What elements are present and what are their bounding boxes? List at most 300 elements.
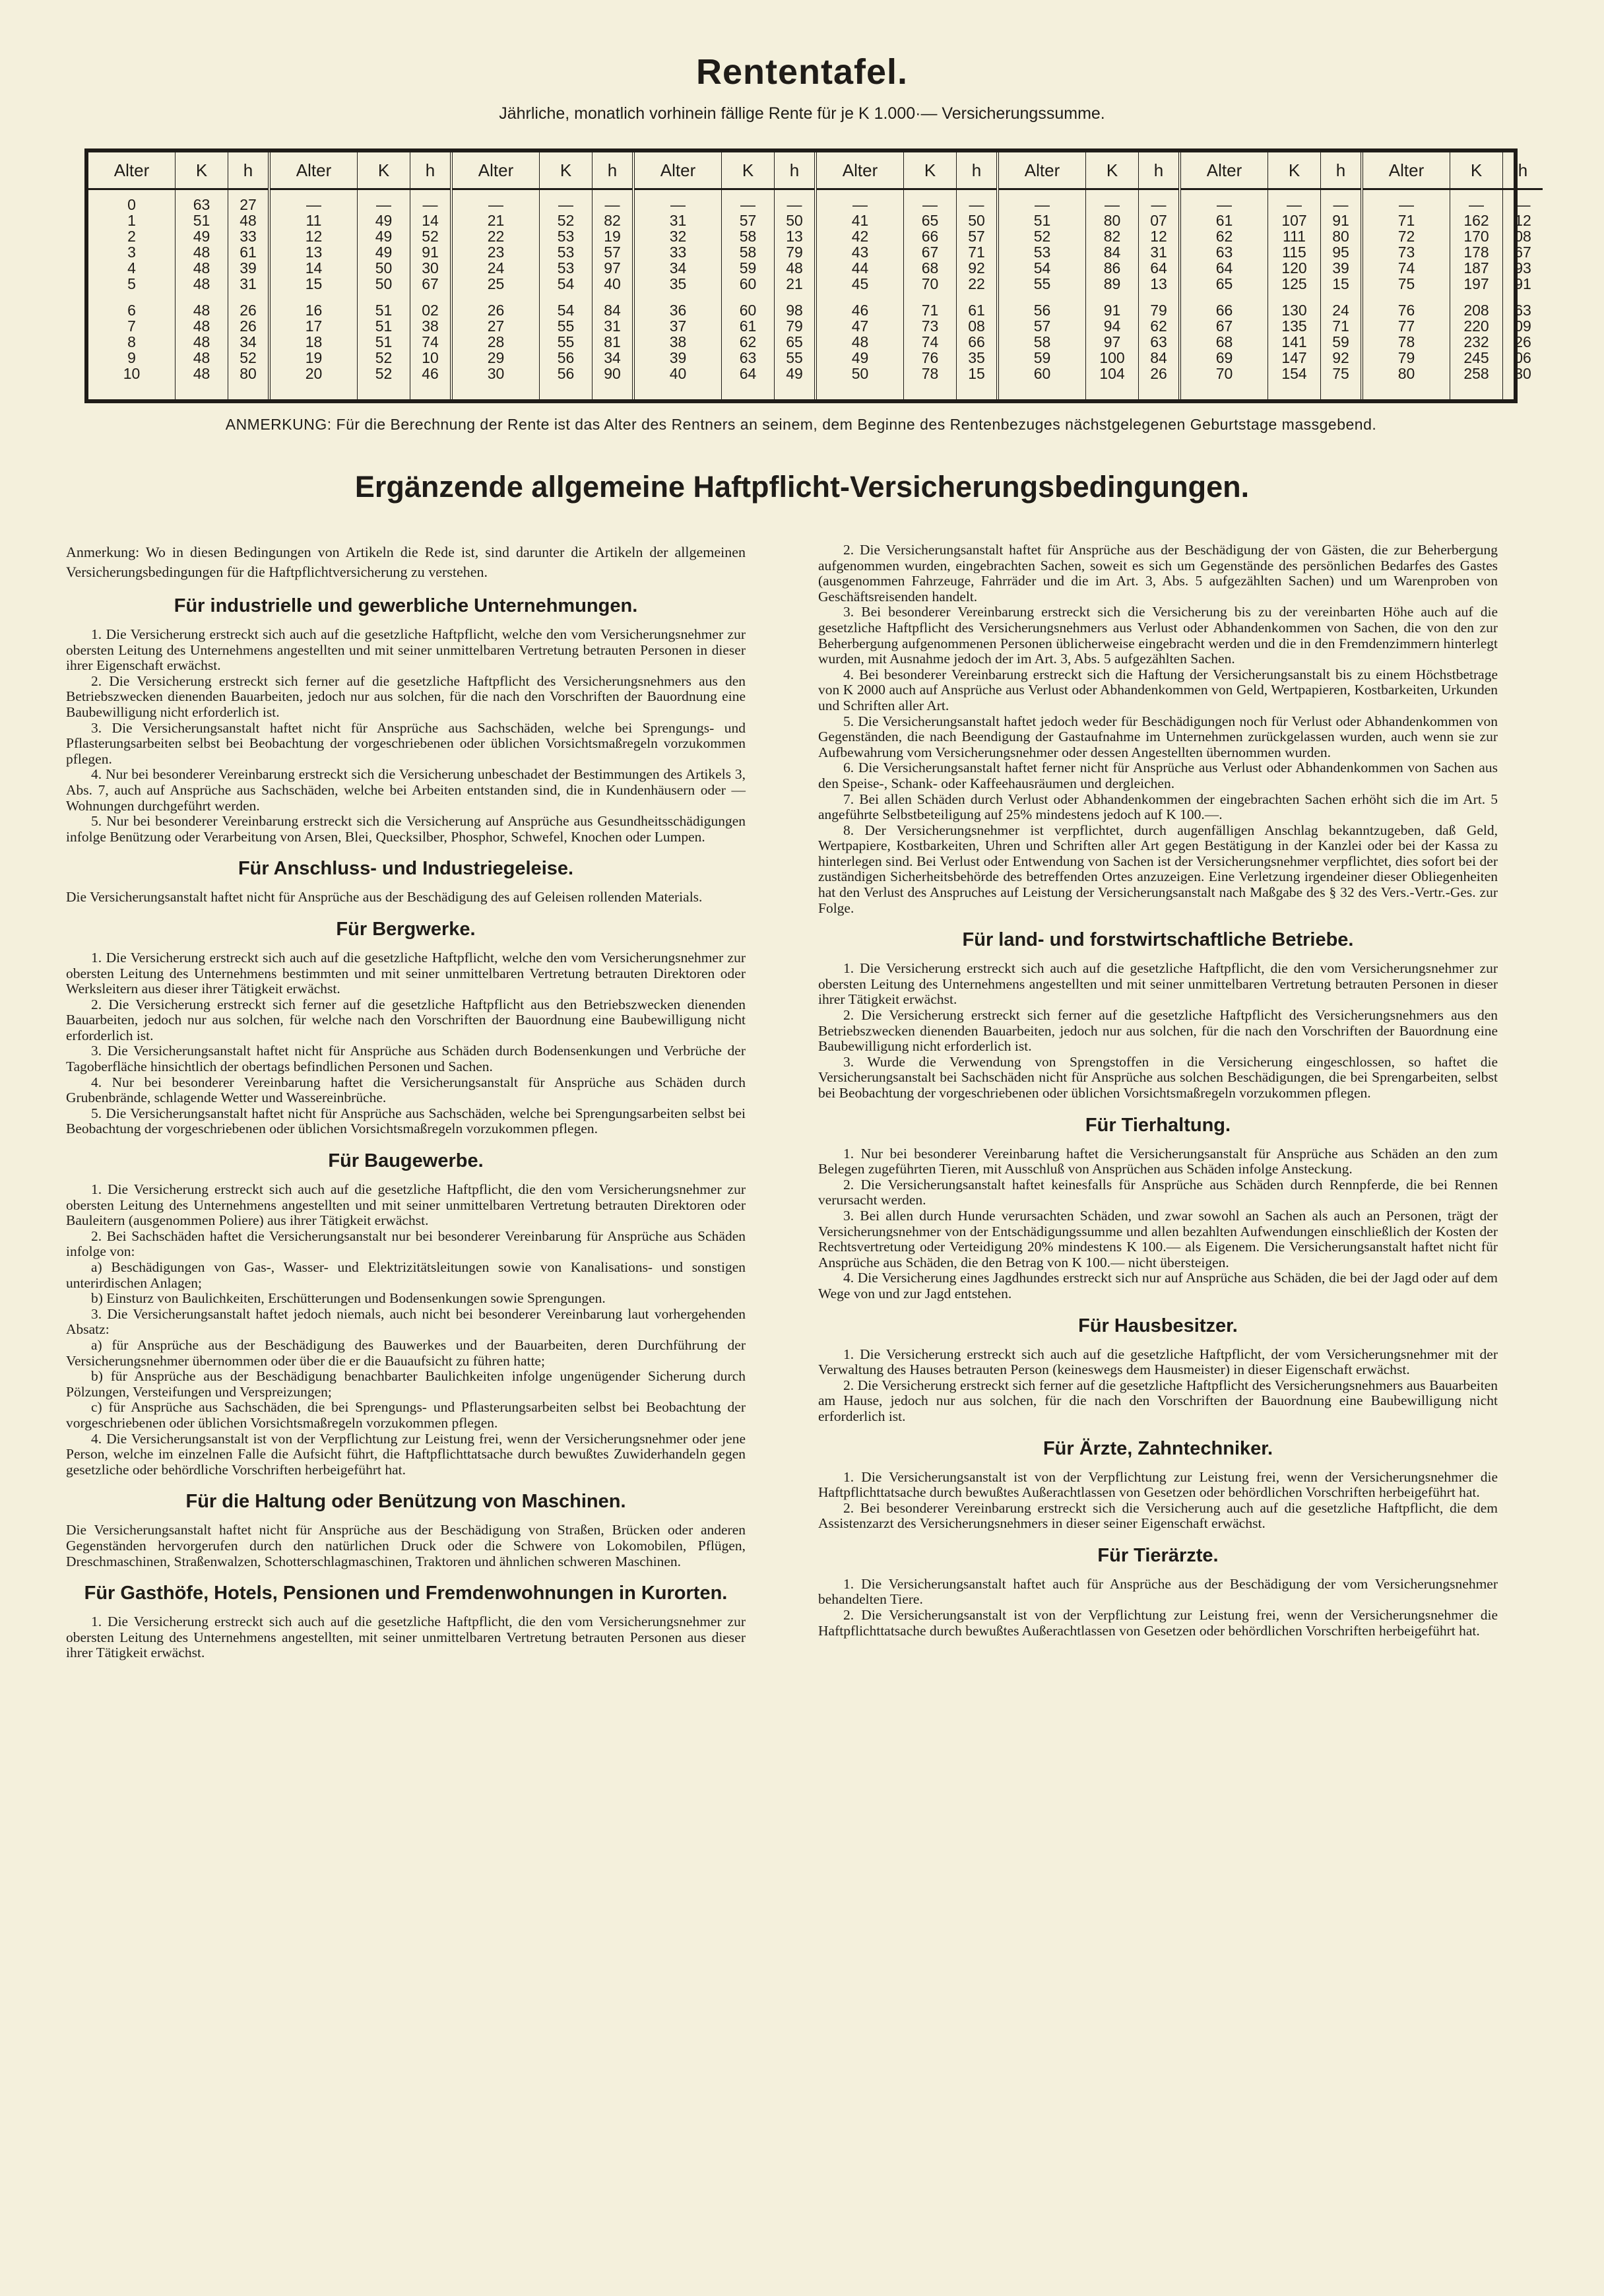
alter-cell: 13 — [305, 244, 323, 261]
k-cell: 115 — [1282, 244, 1306, 261]
k-cell: 52 — [375, 365, 393, 382]
alter-cell: 72 — [1397, 228, 1415, 245]
k-column — [540, 152, 593, 399]
h-cell: 63 — [1150, 333, 1167, 350]
alter-cell: 2 — [127, 228, 136, 245]
k-cell: 48 — [193, 275, 210, 292]
h-cell: 79 — [786, 317, 803, 335]
k-cell: 51 — [375, 302, 393, 319]
h-cell: 39 — [240, 259, 257, 277]
k-cell: — — [1287, 196, 1302, 213]
k-cell: 60 — [739, 275, 757, 292]
k-cell: 120 — [1281, 259, 1307, 277]
paragraph: 1. Die Versicherung erstreckt sich auch auf die gesetzliche Haftpflicht, der vom Versicherungsnehmer mit der Verwaltung des Hauses betrauten Person (keineswegs dem Hausmeister) in dieser Eigenschaft erwächst. — [818, 1346, 1498, 1378]
alter-cell: 30 — [487, 365, 505, 382]
alter-cell: 46 — [851, 302, 869, 319]
table-header-cell: h — [775, 152, 814, 190]
k-cell: 258 — [1463, 365, 1489, 382]
k-cell: 107 — [1281, 212, 1307, 229]
alter-cell: 7 — [127, 317, 136, 335]
alter-cell: — — [1399, 196, 1414, 213]
alter-cell: 74 — [1397, 259, 1415, 277]
alter-cell: 10 — [123, 365, 141, 382]
k-cell: 80 — [1103, 212, 1121, 229]
h-cell: 92 — [968, 259, 985, 277]
k-cell: — — [740, 196, 755, 213]
alter-column — [88, 152, 176, 399]
alter-cell: — — [306, 196, 321, 213]
h-cell: — — [422, 196, 438, 213]
k-cell: 56 — [557, 365, 575, 382]
alter-cell: 42 — [851, 228, 869, 245]
k-cell: 78 — [921, 365, 939, 382]
h-cell: 19 — [604, 228, 621, 245]
h-cell: 49 — [786, 365, 803, 382]
k-cell: 49 — [193, 228, 210, 245]
k-cell: 58 — [739, 244, 757, 261]
paragraph: 2. Die Versicherung erstreckt sich ferner auf die gesetzliche Haftpflicht aus den Betriebszwecken dienenden Bauarbeiten, jedoch nur aus solchen, für welche nach den Vorschriften der Bauordnung eine Baubewilligung nicht erforderlich ist. — [66, 996, 746, 1043]
alter-cell: 5 — [127, 275, 136, 292]
alter-cell: 51 — [1033, 212, 1051, 229]
k-cell: 48 — [193, 365, 210, 382]
k-cell: 71 — [921, 302, 939, 319]
right-column — [818, 542, 1498, 2272]
h-cell: 10 — [422, 349, 439, 366]
k-cell: 135 — [1281, 317, 1307, 335]
paragraph: 4. Nur bei besonderer Vereinbarung erstreckt sich die Versicherung unbeschadet der Bestimmungen des Artikels 3, Abs. 7, auch auf Ansprüche aus Sachschäden, welche bei Arbeiten entstanden sind, die in Kundenhäusern oder — Wohnungen durchgeführt werden. — [66, 766, 746, 814]
alter-cell: 50 — [851, 365, 869, 382]
k-cell: 187 — [1463, 259, 1489, 277]
h-cell: 52 — [240, 349, 257, 366]
k-column — [722, 152, 775, 399]
k-column — [1268, 152, 1321, 399]
alter-cell: 52 — [1033, 228, 1051, 245]
heading-industrielle: Für industrielle und gewerbliche Unternehmungen. — [174, 595, 638, 616]
h-cell: 02 — [422, 302, 439, 319]
h-column — [593, 152, 632, 399]
alter-cell: 23 — [487, 244, 505, 261]
paragraph: 3. Die Versicherungsanstalt haftet nicht für Ansprüche aus Schäden durch Bodensenkungen und Verbrüche der Tagoberfläche hinsichtlich der obertags befindlichen Personen und Sachen. — [66, 1043, 746, 1075]
alter-column — [635, 152, 722, 399]
alter-cell: 31 — [669, 212, 687, 229]
k-cell: 49 — [375, 228, 393, 245]
h-cell: 95 — [1332, 244, 1349, 261]
h-cell: 97 — [604, 259, 621, 277]
alter-cell: 28 — [487, 333, 505, 350]
table-header-cell: Alter — [271, 152, 357, 190]
h-cell: 79 — [786, 244, 803, 261]
heading-tierhaltung: Für Tierhaltung. — [1085, 1114, 1231, 1136]
h-cell: 80 — [240, 365, 257, 382]
paragraph: 5. Die Versicherungsanstalt haftet jedoch weder für Beschädigungen noch für Verlust oder Abhandenkommen von Gegenständen, die nach Beendigung der Gastaufnahme im Unternehmen zurückgelassen wurden, auch wenn sie zur Aufbewahrung vom Versicherungsnehmer oder dessen Angestellten übernommen wurden. — [818, 713, 1498, 760]
alter-cell: 44 — [851, 259, 869, 277]
table-header-cell: Alter — [1181, 152, 1267, 190]
k-cell: 53 — [557, 228, 575, 245]
alter-cell: 9 — [127, 349, 136, 366]
h-column — [1139, 152, 1178, 399]
h-cell: — — [1151, 196, 1167, 213]
h-cell: 64 — [1150, 259, 1167, 277]
table-header-cell: K — [722, 152, 774, 190]
alter-cell: 76 — [1397, 302, 1415, 319]
k-cell: 61 — [739, 317, 757, 335]
k-cell: 68 — [921, 259, 939, 277]
h-cell: 30 — [1514, 365, 1531, 382]
alter-cell: 14 — [305, 259, 323, 277]
paragraph: 1. Die Versicherung erstreckt sich auch auf die gesetzliche Haftpflicht, welche den vom Versicherungsnehmer zur obersten Leitung des Unternehmens angestellten und mit seiner unmittelbaren Vertretung betrauten Personen in dieser ihrer Eigenschaft erwächst. — [66, 626, 746, 674]
paragraph: 7. Bei allen Schäden durch Verlust oder Abhandenkommen der eingebrachten Sachen erhöht sich die im Art. 5 angeführte Selbstbeteiligung auf 25% mindestens jedoch auf K 100.—. — [818, 791, 1498, 823]
h-cell: 61 — [240, 244, 257, 261]
k-cell: 52 — [557, 212, 575, 229]
k-cell: 74 — [921, 333, 939, 350]
h-cell: 82 — [604, 212, 621, 229]
k-cell: 178 — [1463, 244, 1489, 261]
h-cell: 38 — [422, 317, 439, 335]
alter-cell: 64 — [1215, 259, 1233, 277]
alter-cell: 48 — [851, 333, 869, 350]
k-cell: 70 — [921, 275, 939, 292]
alter-column — [271, 152, 358, 399]
alter-cell: — — [1217, 196, 1232, 213]
h-cell: 67 — [1514, 244, 1531, 261]
h-cell: — — [1333, 196, 1349, 213]
alter-cell: 0 — [127, 196, 136, 213]
alter-cell: — — [670, 196, 686, 213]
k-cell: — — [376, 196, 391, 213]
h-cell: 80 — [1332, 228, 1349, 245]
k-cell: 170 — [1463, 228, 1489, 245]
h-cell: 48 — [240, 212, 257, 229]
table-header-cell: h — [593, 152, 632, 190]
paragraph: 1. Die Versicherungsanstalt haftet auch für Ansprüche aus der Beschädigung der vom Versicherungsnehmer behandelten Tiere. — [818, 1575, 1498, 1608]
h-cell: 07 — [1150, 212, 1167, 229]
k-cell: 48 — [193, 349, 210, 366]
alter-cell: 54 — [1033, 259, 1051, 277]
h-cell: 55 — [786, 349, 803, 366]
h-cell: 34 — [604, 349, 621, 366]
h-cell: 09 — [1514, 317, 1531, 335]
h-cell: 67 — [422, 275, 439, 292]
table-column-group — [999, 152, 1181, 399]
alter-cell: 56 — [1033, 302, 1051, 319]
k-cell: — — [922, 196, 938, 213]
h-cell: 48 — [786, 259, 803, 277]
h-column — [228, 152, 268, 399]
alter-cell: 75 — [1397, 275, 1415, 292]
table-column-group — [817, 152, 999, 399]
paragraph: 3. Wurde die Verwendung von Sprengstoffen in die Versicherung eingeschlossen, so haftet die Versicherungsanstalt bei Sachschäden nicht für Ansprüche aus solchen Beschädigungen, die bei Sprengarbeiten, selbst bei Beobachtung der vorgeschriebenen oder üblichen Vorsichtsmaßregeln vorzukommen pflegen. — [818, 1053, 1498, 1101]
alter-cell: 58 — [1033, 333, 1051, 350]
paragraph: b) Einsturz von Baulichkeiten, Erschütterungen und Bodensenkungen sowie Sprengungen. — [91, 1290, 606, 1307]
alter-cell: 21 — [487, 212, 505, 229]
alter-cell: 33 — [669, 244, 687, 261]
alter-column — [817, 152, 904, 399]
paragraph: b) für Ansprüche aus der Beschädigung benachbarter Baulichkeiten infolge ungenügender Sicherung durch Pölzungen, Versteifungen und Verspreizungen; — [66, 1368, 746, 1400]
k-cell: 55 — [557, 317, 575, 335]
h-cell: 81 — [604, 333, 621, 350]
h-cell: 30 — [422, 259, 439, 277]
h-cell: 61 — [968, 302, 985, 319]
h-cell: — — [786, 196, 802, 213]
k-cell: 49 — [375, 244, 393, 261]
h-column — [1321, 152, 1361, 399]
h-cell: 27 — [240, 196, 257, 213]
alter-cell: 43 — [851, 244, 869, 261]
h-cell: 31 — [240, 275, 257, 292]
h-cell: 62 — [1150, 317, 1167, 335]
h-cell: 65 — [786, 333, 803, 350]
paragraph: 2. Die Versicherung erstreckt sich ferner auf die gesetzliche Haftpflicht des Versicherungsnehmers aus Bauarbeiten am Hause, jedoch nur aus solchen, für die nach den Vorschriften der Bauordnung eine Baubewilligung nicht erforderlich ist. — [818, 1377, 1498, 1424]
alter-column — [1181, 152, 1268, 399]
alter-cell: 62 — [1215, 228, 1233, 245]
alter-cell: 34 — [669, 259, 687, 277]
k-cell: 94 — [1103, 317, 1121, 335]
alter-column — [1363, 152, 1450, 399]
table-column-group — [453, 152, 635, 399]
table-column-group — [271, 152, 453, 399]
h-cell: 71 — [968, 244, 985, 261]
k-cell: 65 — [921, 212, 939, 229]
alter-cell: 73 — [1397, 244, 1415, 261]
table-header-cell: K — [1086, 152, 1138, 190]
alter-cell: 47 — [851, 317, 869, 335]
paragraph: Die Versicherungsanstalt haftet nicht für Ansprüche aus der Beschädigung von Straßen, Brücken oder anderen Gegenständen hervorgerufen durch den natürlichen Druck oder die Schwere von Lokomobilen, Pflügen, Dreschmaschinen, Straßenwalzen, Schotterschlagmaschinen, Traktoren und ähnlichen schweren Maschinen. — [66, 1522, 746, 1569]
h-cell: 71 — [1332, 317, 1349, 335]
k-cell: 73 — [921, 317, 939, 335]
table-column-group — [1363, 152, 1543, 399]
k-cell: 58 — [739, 228, 757, 245]
k-cell: 52 — [375, 349, 393, 366]
heading-tieraerzte: Für Tierärzte. — [1097, 1544, 1219, 1566]
k-cell: 82 — [1103, 228, 1121, 245]
paragraph: 1. Die Versicherung erstreckt sich auch auf die gesetzliche Haftpflicht, die den vom Versicherungsnehmer zur obersten Leitung des Unternehmens angestellten, mit seiner unmittelbaren Vertretung betrauten Personen aus dieser ihrer Tätigkeit erwächst. — [66, 1614, 746, 1661]
k-cell: 197 — [1463, 275, 1489, 292]
k-cell: 55 — [557, 333, 575, 350]
alter-cell: 63 — [1215, 244, 1233, 261]
k-cell: — — [1469, 196, 1484, 213]
k-cell: — — [1105, 196, 1120, 213]
alter-cell: 79 — [1397, 349, 1415, 366]
paragraph: 4. Nur bei besonderer Vereinbarung haftet die Versicherungsanstalt für Ansprüche aus Schäden durch Grubenbrände, schlagende Wetter und Wassereinbrüche. — [66, 1074, 746, 1106]
h-cell: 06 — [1514, 349, 1531, 366]
h-cell: 59 — [1332, 333, 1349, 350]
h-cell: — — [1515, 196, 1531, 213]
k-cell: 54 — [557, 302, 575, 319]
paragraph: 2. Bei Sachschäden haftet die Versicherungsanstalt nur bei besonderer Vereinbarung für Ansprüche aus Schäden infolge von: — [66, 1228, 746, 1260]
alter-cell: 15 — [305, 275, 323, 292]
alter-cell: 25 — [487, 275, 505, 292]
alter-cell: 11 — [305, 212, 322, 229]
alter-column — [999, 152, 1086, 399]
heading-maschinen: Für die Haltung oder Benützung von Maschinen. — [185, 1491, 626, 1513]
table-header-cell: h — [410, 152, 450, 190]
h-cell: 21 — [786, 275, 803, 292]
paragraph: 4. Bei besonderer Vereinbarung erstreckt sich die Haftung der Versicherungsanstalt bis zu einem Höchstbetrage von K 2000 auch auf Ansprüche aus Verlust oder Abhandenkommen von Geld, Wertpapieren, Kostbarkeiten, Urkunden und Schriften aller Art. — [818, 666, 1498, 713]
h-cell: 84 — [1150, 349, 1167, 366]
alter-cell: 55 — [1033, 275, 1051, 292]
alter-cell: 60 — [1033, 365, 1051, 382]
table-header-cell: K — [904, 152, 956, 190]
paragraph: 4. Die Versicherung eines Jagdhundes erstreckt sich nur auf Ansprüche aus Schäden, die bei der Jagd oder auf dem Wege von und zur Jagd entstehen. — [818, 1270, 1498, 1301]
h-cell: 24 — [1332, 302, 1349, 319]
alter-column — [453, 152, 540, 399]
k-cell: 147 — [1281, 349, 1307, 366]
paragraph: 8. Der Versicherungsnehmer ist verpflichtet, durch augenfälligen Anschlag bekanntzugeben, daß Geld, Wertpapiere, Kostbarkeiten, Uhren und Schriften aller Art gegen Bestätigung in der Kanzlei oder bei der Kassa zu hinterlegen sind. Bei Verlust oder Entwendung von Sachen ist der Versicherungsnehmer verpflichtet, dies sofort bei der zuständigen Sicherheitsbehörde des betreffenden Ortes anzuzeigen. Eine Verletzung irgendeiner dieser Obliegenheiten hat den Verlust des Anspruches auf Leistung der Versicherungsanstalt nach Maßgabe des § 32 des Vers.-Vertr.-Ges. zur Folge. — [818, 822, 1498, 916]
paragraph: 2. Die Versicherungsanstalt haftet keinesfalls für Ansprüche aus Schäden durch Rennpferde, die bei Rennen verursacht werden. — [818, 1176, 1498, 1208]
paragraph: 3. Bei besonderer Vereinbarung erstreckt sich die Versicherung bis zu der vereinbarten Höhe auch auf die gesetzliche Haftpflicht des Versicherungsnehmers aus Verlust oder Abhandenkommen von Sachen, die von den zur Beherbergung aufgenommenen Personen üblicherweise eingebracht werden und die in den Fremdenzimmern hinterlegt wurden, mit Ausnahme jedoch der im Art. 3, Abs. 5 aufgezählten Sachen. — [818, 604, 1498, 667]
heading-anschlussgeleise: Für Anschluss- und Industriegeleise. — [238, 858, 574, 880]
k-column — [1086, 152, 1139, 399]
heading-hausbesitzer: Für Hausbesitzer. — [1078, 1315, 1238, 1336]
alter-cell: 29 — [487, 349, 505, 366]
table-header-cell: K — [1268, 152, 1320, 190]
k-cell: 91 — [1103, 302, 1121, 319]
h-cell: 35 — [968, 349, 985, 366]
paragraph: 5. Die Versicherungsanstalt haftet nicht für Ansprüche aus Sachschäden, welche bei Sprengungsarbeiten selbst bei Beobachtung der vorgeschriebenen oder üblichen Vorsichtsmaßregeln vorzukommen pflegen. — [66, 1105, 746, 1137]
alter-cell: 67 — [1215, 317, 1233, 335]
table-header-cell: Alter — [817, 152, 903, 190]
k-column — [358, 152, 410, 399]
k-cell: 64 — [739, 365, 757, 382]
page-subtitle: Jährliche, monatlich vorhinein fällige Rente für je K 1.000·— Versicherungssumme. — [499, 104, 1105, 123]
alter-cell: 17 — [305, 317, 323, 335]
paragraph: a) für Ansprüche aus der Beschädigung des Bauwerkes und der Bauarbeiten, deren Durchführung der Versicherungsnehmer übernommen oder über die er die Bauaufsicht zu führen hatte; — [66, 1336, 746, 1369]
h-cell: 34 — [240, 333, 257, 350]
alter-cell: 66 — [1215, 302, 1233, 319]
h-cell: 15 — [1332, 275, 1349, 292]
table-header-cell: h — [1321, 152, 1361, 190]
alter-cell: 65 — [1215, 275, 1233, 292]
k-cell: 57 — [739, 212, 757, 229]
table-header-cell: Alter — [635, 152, 721, 190]
table-column-group — [88, 152, 271, 399]
left-column — [66, 542, 746, 2272]
alter-cell: 71 — [1397, 212, 1415, 229]
section-heading: Ergänzende allgemeine Haftpflicht-Versicherungsbedingungen. — [354, 470, 1250, 504]
paragraph: Die Versicherungsanstalt haftet nicht für Ansprüche aus der Beschädigung des auf Geleisen rollenden Materials. — [66, 889, 703, 905]
h-cell: 57 — [968, 228, 985, 245]
h-cell: 57 — [604, 244, 621, 261]
table-note: ANMERKUNG: Für die Berechnung der Rente ist das Alter des Rentners an seinem, dem Beginne des Rentenbezuges nächstgelegenen Geburtstage massgebend. — [225, 416, 1377, 433]
table-header-cell: K — [540, 152, 592, 190]
k-column — [904, 152, 957, 399]
h-cell: 40 — [604, 275, 621, 292]
alter-cell: 40 — [669, 365, 687, 382]
alter-cell: 37 — [669, 317, 687, 335]
k-cell: 62 — [739, 333, 757, 350]
h-cell: 74 — [422, 333, 439, 350]
k-cell: 232 — [1463, 333, 1489, 350]
k-cell: 104 — [1099, 365, 1125, 382]
h-cell: 46 — [422, 365, 439, 382]
k-cell: 56 — [557, 349, 575, 366]
alter-cell: — — [488, 196, 503, 213]
k-cell: 48 — [193, 333, 210, 350]
alter-cell: 18 — [305, 333, 323, 350]
k-cell: 66 — [921, 228, 939, 245]
h-cell: 26 — [1150, 365, 1167, 382]
alter-cell: 70 — [1215, 365, 1233, 382]
k-cell: 48 — [193, 302, 210, 319]
heading-baugewerbe: Für Baugewerbe. — [328, 1150, 484, 1172]
alter-cell: 6 — [127, 302, 136, 319]
heading-aerzte: Für Ärzte, Zahntechniker. — [1043, 1437, 1273, 1459]
h-column — [775, 152, 814, 399]
h-cell: 66 — [968, 333, 985, 350]
alter-cell: 19 — [305, 349, 323, 366]
alter-cell: 53 — [1033, 244, 1051, 261]
h-cell: 12 — [1150, 228, 1167, 245]
k-cell: 60 — [739, 302, 757, 319]
intro-note: Anmerkung: Wo in diesen Bedingungen von Artikeln die Rede ist, sind darunter die Artikeln der allgemeinen Versicherungsbedingungen für die Haftpflichtversicherung zu verstehen. — [66, 544, 746, 580]
table-header-cell: h — [1139, 152, 1178, 190]
alter-cell: 12 — [305, 228, 323, 245]
k-cell: 63 — [739, 349, 757, 366]
h-cell: 26 — [240, 317, 257, 335]
alter-cell: 27 — [487, 317, 505, 335]
h-cell: 13 — [1150, 275, 1167, 292]
alter-cell: 4 — [127, 259, 136, 277]
alter-cell: 49 — [851, 349, 869, 366]
k-cell: 49 — [375, 212, 393, 229]
alter-cell: 1 — [127, 212, 136, 229]
k-cell: 63 — [193, 196, 210, 213]
k-cell: 51 — [375, 333, 393, 350]
k-cell: — — [558, 196, 573, 213]
page-title: Rententafel. — [695, 52, 909, 92]
h-cell: 93 — [1514, 259, 1531, 277]
h-cell: — — [604, 196, 620, 213]
k-cell: 89 — [1103, 275, 1121, 292]
heading-gasthoefe: Für Gasthöfe, Hotels, Pensionen und Fremdenwohnungen in Kurorten. — [84, 1583, 728, 1604]
paragraph: 1. Die Versicherung erstreckt sich auch auf die gesetzliche Haftpflicht, die den vom Versicherungsnehmer zur obersten Leitung des Unternehmens angestellten und mit seiner unmittelbaren Vertretung betrauten Direktoren oder Bauleitern (ausgenommen Poliere) aus ihrer Tätigkeit erwächst. — [66, 1181, 746, 1229]
paragraph: 3. Die Versicherungsanstalt haftet nicht für Ansprüche aus Sachschäden, welche bei Sprengungs- und Pflasterungsarbeiten selbst bei Beobachtung der vorgeschriebenen oder üblichen Vorsichtsmaßregeln vorzukommen pflegen. — [66, 719, 746, 767]
h-cell: 39 — [1332, 259, 1349, 277]
paragraph: 5. Nur bei besonderer Vereinbarung erstreckt sich die Versicherung auf Ansprüche aus Gesundheitsschädigungen infolge Benützung oder Verarbeitung von Arsen, Blei, Quecksilber, Phosphor, Schwefel, Knochen oder Lumpen. — [66, 813, 746, 845]
alter-cell: 68 — [1215, 333, 1233, 350]
paragraph: 2. Die Versicherung erstreckt sich ferner auf die gesetzliche Haftpflicht des Versicherungsnehmers aus den Betriebszwecken dienenden Bauarbeiten, jedoch nur aus solchen, für die nach den Vorschriften der Bauordnung eine Baubewilligung nicht erforderlich ist. — [818, 1007, 1498, 1055]
h-cell: 15 — [968, 365, 985, 382]
h-cell: 91 — [1332, 212, 1349, 229]
alter-cell: 80 — [1397, 365, 1415, 382]
k-column — [1450, 152, 1503, 399]
k-column — [176, 152, 228, 399]
k-cell: 220 — [1463, 317, 1489, 335]
paragraph: 6. Die Versicherungsanstalt haftet ferner nicht für Ansprüche aus Verlust oder Abhandenkommen von Sachen aus den Speise-, Schank- oder Kaffeehausräumen und dergleichen. — [818, 760, 1498, 791]
table-header-cell: Alter — [1363, 152, 1450, 190]
table-column-group — [1181, 152, 1363, 399]
h-cell: 84 — [604, 302, 621, 319]
table-header-cell: h — [228, 152, 268, 190]
table-header-cell: h — [1503, 152, 1543, 190]
h-cell: 79 — [1150, 302, 1167, 319]
table-header-cell: K — [1450, 152, 1502, 190]
h-cell: 90 — [604, 365, 621, 382]
k-cell: 50 — [375, 275, 393, 292]
k-cell: 48 — [193, 317, 210, 335]
paragraph: 2. Die Versicherungsanstalt ist von der Verpflichtung zur Leistung frei, wenn der Versicherungsnehmer die Haftpflichttatsache durch bewußtes Außerachtlassen von Gesetzen oder behördlichen Vorschriften herbeigeführt hat. — [818, 1607, 1498, 1639]
heading-bergwerke: Für Bergwerke. — [336, 918, 476, 940]
paragraph: c) für Ansprüche aus Sachschäden, die bei Sprengungs- und Pflasterungsarbeiten selbst bei Beobachtung der vorgeschriebenen oder üblichen Vorsichtsmaßregeln vorzukommen pflegen. — [66, 1399, 746, 1431]
alter-cell: 57 — [1033, 317, 1051, 335]
h-cell: 08 — [1514, 228, 1531, 245]
table-header-cell: K — [358, 152, 410, 190]
k-cell: 54 — [557, 275, 575, 292]
table-header-cell: h — [957, 152, 996, 190]
h-cell: 26 — [240, 302, 257, 319]
k-cell: 59 — [739, 259, 757, 277]
alter-cell: — — [1035, 196, 1050, 213]
